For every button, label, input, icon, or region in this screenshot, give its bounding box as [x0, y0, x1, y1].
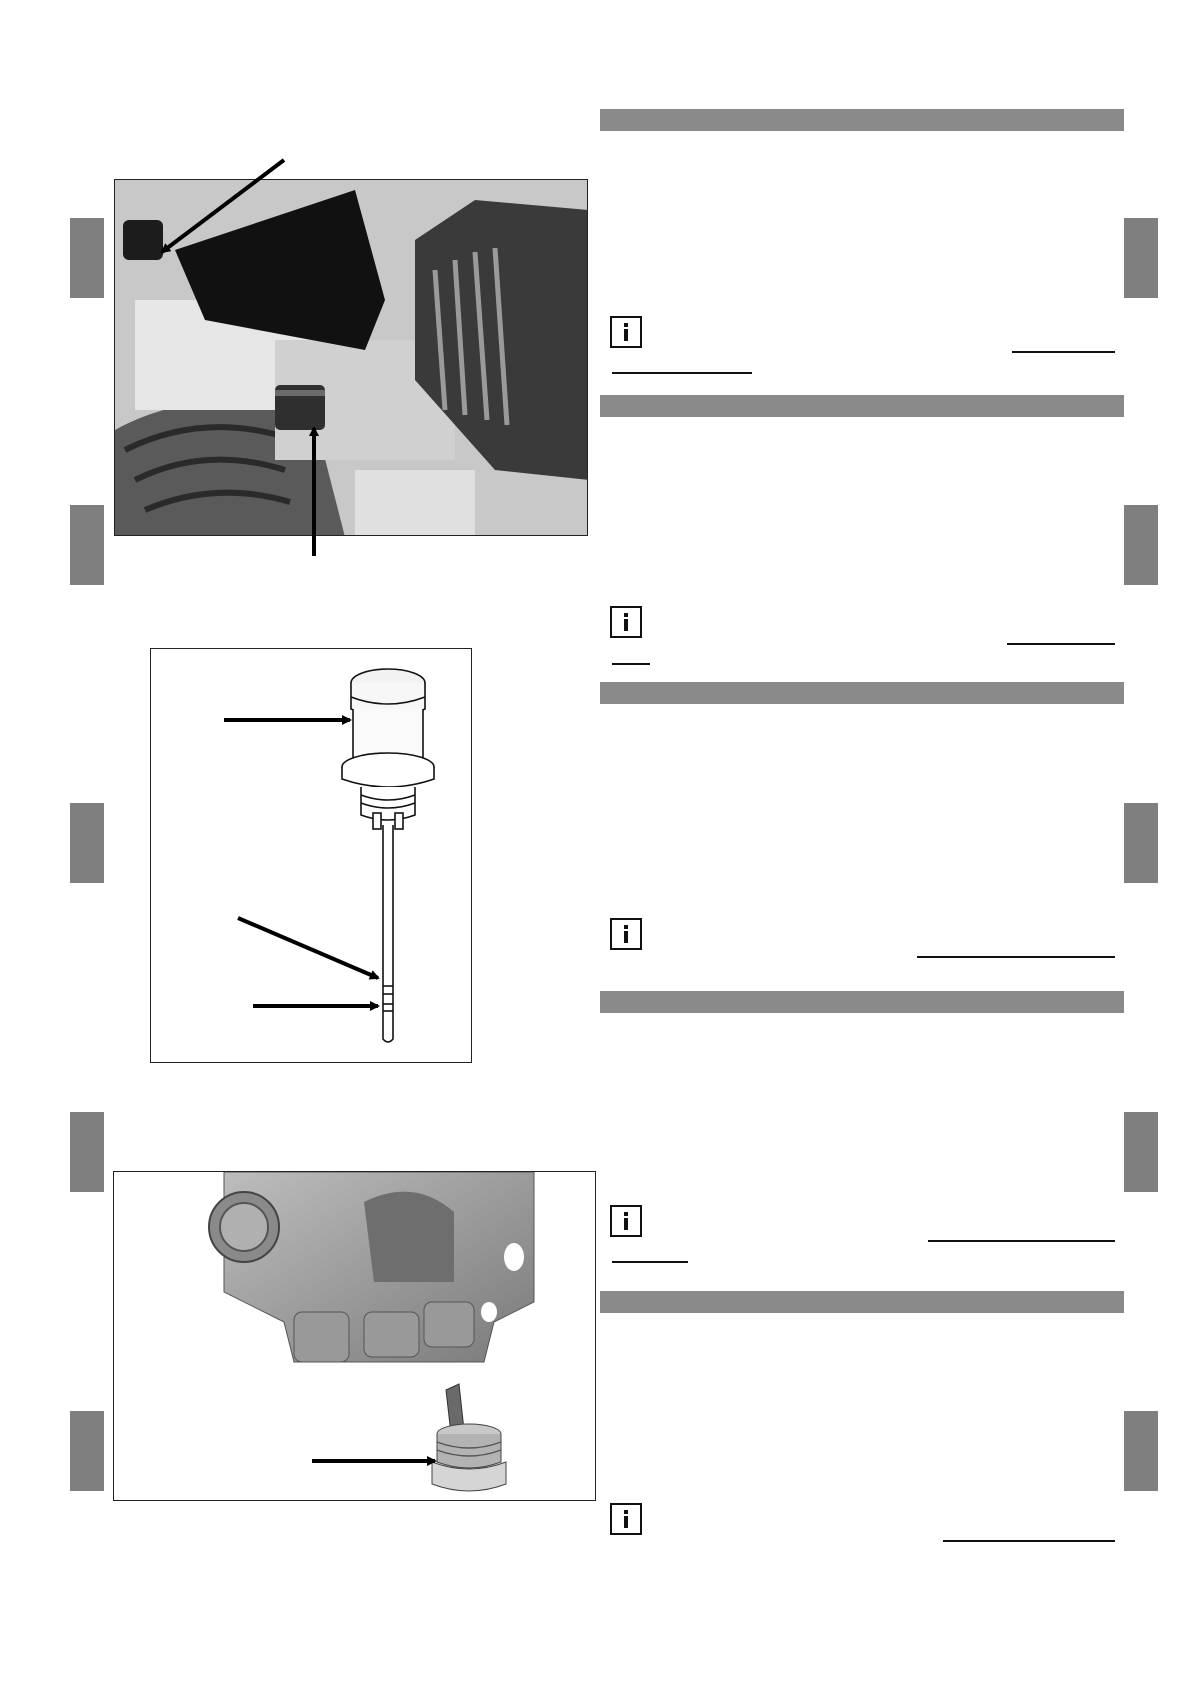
callout-arrow — [162, 160, 284, 252]
callout-arrow — [238, 918, 378, 978]
